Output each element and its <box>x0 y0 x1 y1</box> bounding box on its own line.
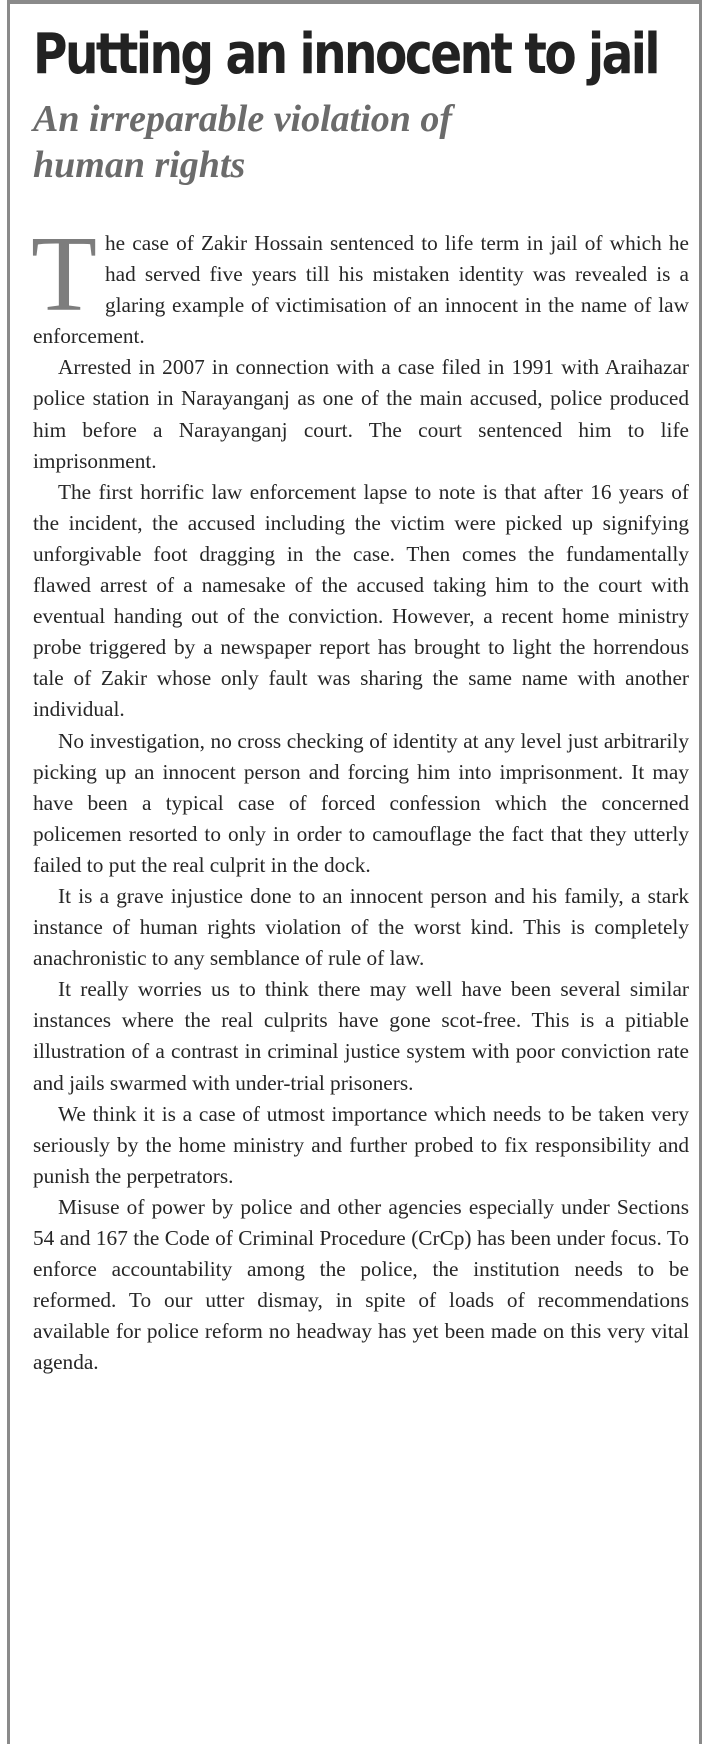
paragraph-first <box>31 215 689 352</box>
first-paragraph-text: he case of Zakir Hossain sentenced to life term in jail of which he had served five years till his mistaken identity was revealed is a glaring example of victimisation of an innocent in the name of law enforcement. <box>33 231 689 349</box>
drop-cap: T <box>31 215 97 334</box>
article-body <box>31 215 689 1378</box>
paragraph: Arrested in 2007 in connection with a case filed in 1991 with Araihazar police station in Narayanganj as one of the main accused, police produced him before a Narayanganj court. The court sentenced him to life imprisonment. <box>33 355 689 473</box>
headline: Putting an innocent to jail <box>33 22 659 87</box>
paragraph: It is a grave injustice done to an innocent person and his family, a stark instance of human rights violation of the worst kind. This is completely anachronistic to any semblance of rule of law. <box>33 883 689 971</box>
paragraph: The first horrific law enforcement lapse to note is that after 16 years of the incident, the accused including the victim were picked up signifying unforgivable foot dragging in the case. Then comes the fundamentally flawed arrest of a namesake of the accused taking him to the court with eventual handing out of the conviction. However, a recent home ministry probe triggered by a newspaper report has brought to light the horrendous tale of Zakir whose only fault was sharing the same name with another individual. <box>33 479 689 722</box>
subheadline: An irreparable violation of human rights <box>33 98 453 186</box>
paragraph: Misuse of power by police and other agencies especially under Sections 54 and 167 the Code of Criminal Procedure (CrCp) has been under focus. To enforce accountability among the police, the institution needs to be reformed. To our utter dismay, in spite of loads of recommendations available for police reform no headway has yet been made on this very vital agenda. <box>33 1194 689 1375</box>
editorial-article <box>33 20 689 1378</box>
paragraph: It really worries us to think there may well have been several similar instances where the real culprits have gone scot-free. This is a pitiable illustration of a contrast in criminal justice system with poor conviction rate and jails swarmed with under-trial prisoners. <box>33 977 689 1095</box>
paragraph: We think it is a case of utmost importance which needs to be taken very seriously by the home ministry and further probed to fix responsibility and punish the perpetrators. <box>33 1101 689 1188</box>
paragraph: No investigation, no cross checking of identity at any level just arbitrarily picking up an innocent person and forcing him into imprisonment. It may have been a typical case of forced confession which the concerned policemen resorted to only in order to camouflage the fact that they utterly failed to put the real culprit in the dock. <box>33 728 689 877</box>
